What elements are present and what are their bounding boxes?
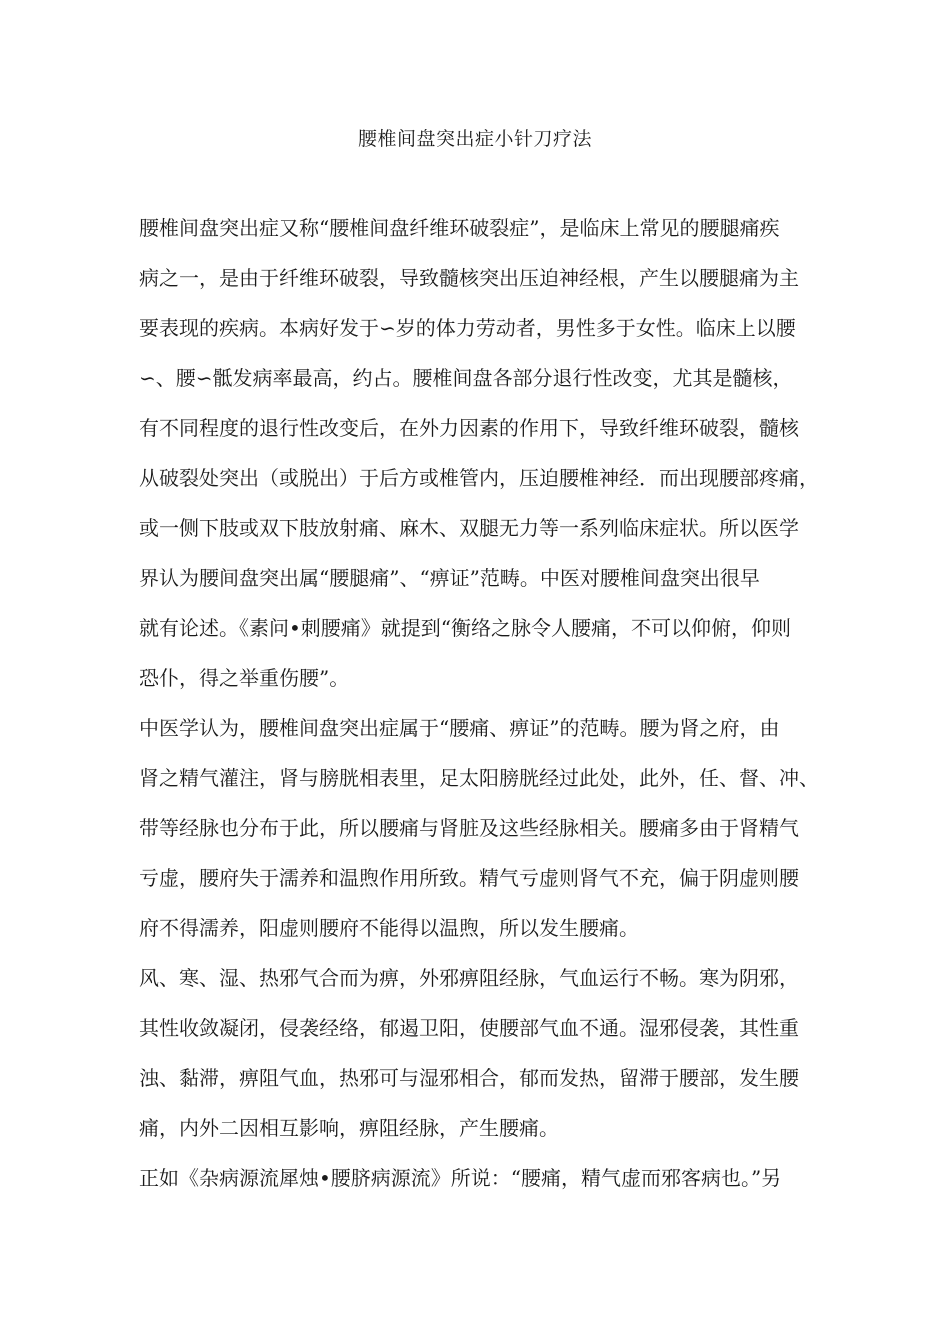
text-line: 或一侧下肢或双下肢放射痛、麻木、双腿无力等一系列临床症状。所以医学 xyxy=(139,516,799,540)
text-line: 府不得濡养，阳虚则腰府不能得以温煦，所以发生腰痛。 xyxy=(139,916,639,940)
text-line: 要表现的疾病。本病好发于∽岁的体力劳动者，男性多于女性。临床上以腰 xyxy=(139,316,796,340)
text-line: 从破裂处突出（或脱出）于后方或椎管内，压迫腰椎神经．而出现腰部疼痛， xyxy=(139,466,819,490)
text-line: 就有论述。《素问•刺腰痛》就提到“衡络之脉令人腰痛，不可以仰俯，仰则 xyxy=(139,616,792,640)
text-line: 正如《杂病源流犀烛•腰脐病源流》所说：“腰痛，精气虚而邪客病也。”另 xyxy=(139,1166,782,1190)
text-line: 恐仆，得之举重伤腰”。 xyxy=(139,666,350,690)
text-line: 有不同程度的退行性改变后，在外力因素的作用下，导致纤维环破裂，髓核 xyxy=(139,416,799,440)
text-line: 亏虚，腰府失于濡养和温煦作用所致。精气亏虚则肾气不充，偏于阴虚则腰 xyxy=(139,866,799,890)
text-line: 浊、黏滞，痹阻气血，热邪可与湿邪相合，郁而发热，留滞于腰部，发生腰 xyxy=(139,1066,799,1090)
text-line: 痛，内外二因相互影响，痹阻经脉，产生腰痛。 xyxy=(139,1116,559,1140)
text-line: 肾之精气灌注，肾与膀胱相表里，足太阳膀胱经过此处，此外，任、督、冲、 xyxy=(139,766,819,790)
text-line: 病之一，是由于纤维环破裂，导致髓核突出压迫神经根，产生以腰腿痛为主 xyxy=(139,266,799,290)
text-line: 其性收敛凝闭，侵袭经络，郁遏卫阳，使腰部气血不通。湿邪侵袭，其性重 xyxy=(139,1016,799,1040)
text-line: 腰椎间盘突出症又称“腰椎间盘纤维环破裂症”，是临床上常见的腰腿痛疾 xyxy=(139,216,780,240)
document-title: 腰椎间盘突出症小针刀疗法 xyxy=(357,128,592,150)
text-line: 界认为腰间盘突出属“腰腿痛”、“痹证”范畴。中医对腰椎间盘突出很早 xyxy=(139,566,760,590)
text-line: 带等经脉也分布于此，所以腰痛与肾脏及这些经脉相关。腰痛多由于肾精气 xyxy=(139,816,799,840)
text-line: ∽、腰∽骶发病率最高，约占。腰椎间盘各部分退行性改变，尤其是髓核， xyxy=(139,366,793,390)
text-line: 风、寒、湿、热邪气合而为痹，外邪痹阻经脉，气血运行不畅。寒为阴邪， xyxy=(139,966,799,990)
text-line: 中医学认为，腰椎间盘突出症属于“腰痛、痹证”的范畴。腰为肾之府，由 xyxy=(139,716,780,740)
